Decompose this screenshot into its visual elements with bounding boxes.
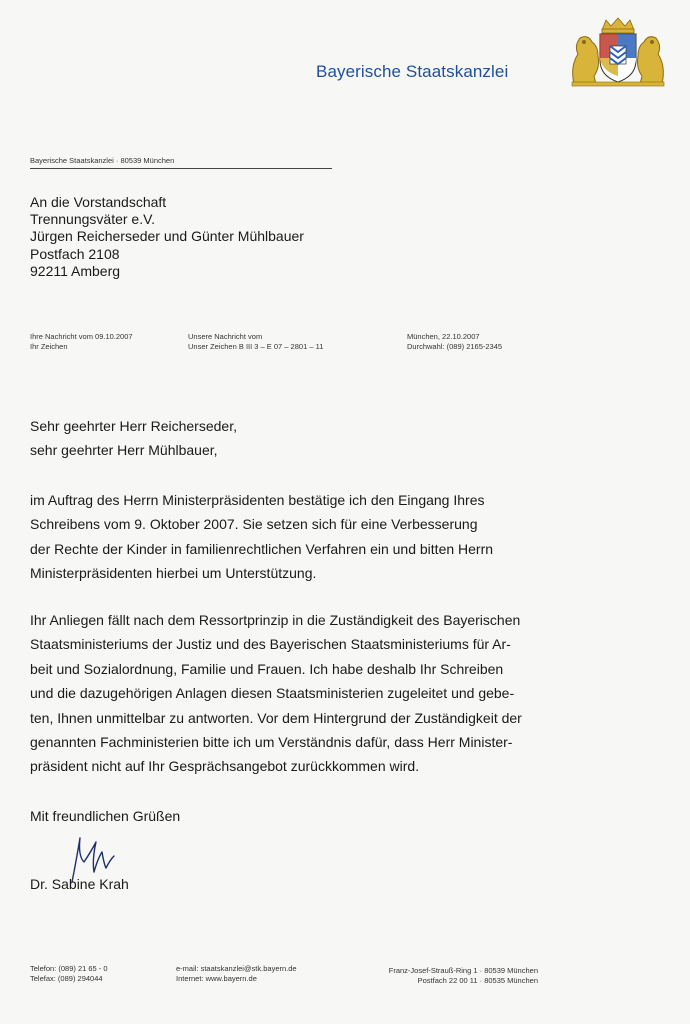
text-line: der Rechte der Kinder in familienrechtlichen Verfahren ein und bitten Herrn: [30, 540, 494, 557]
signer-name: Dr. Sabine Krah: [30, 876, 129, 892]
body-paragraph-1: [30, 488, 493, 586]
text-line: Staatsministeriums der Justiz und des Bayerischen Staatsministeriums für Ar-: [30, 636, 511, 653]
footer-contact-block: [176, 964, 297, 984]
closing-phrase: Mit freundlichen Grüßen: [30, 808, 181, 824]
sender-divider: [30, 168, 332, 169]
footer-address-block: [366, 966, 538, 986]
recipient-line: Trennungsväter e.V.: [30, 211, 156, 228]
footer-postbox-address: Postfach 22 00 11 · 80535 München: [417, 976, 538, 985]
direct-dial: Durchwahl: (089) 2165-2345: [407, 342, 503, 351]
bavarian-coat-of-arms-icon: [564, 16, 672, 88]
your-message-date: Ihre Nachricht vom 09.10.2007: [30, 332, 133, 341]
text-line: Ministerpräsidenten hierbei um Unterstützung.: [30, 565, 317, 582]
text-line: präsident nicht auf Ihr Gesprächsangebot zurückkommen wird.: [30, 758, 420, 775]
recipient-line: 92211 Amberg: [30, 262, 121, 279]
recipient-line: Jürgen Reicherseder und Günter Mühlbauer: [30, 228, 304, 245]
text-line: Ihr Anliegen fällt nach dem Ressortprinzip in die Zuständigkeit des Bayerischen: [30, 612, 521, 628]
text-line: beit und Sozialordnung, Familie und Frauen. Ich habe deshalb Ihr Schreiben: [30, 660, 504, 677]
salutation: [30, 414, 237, 462]
salutation-line: Sehr geehrter Herr Reicherseder,: [30, 418, 237, 434]
text-line: im Auftrag des Herrn Ministerpräsidenten bestätige ich den Eingang Ihres: [30, 492, 485, 508]
footer-phone-block: [30, 964, 108, 984]
reference-your-message: [30, 332, 133, 352]
text-line: genannten Fachministerien bitte ich um Verständnis dafür, dass Herr Minister-: [30, 734, 513, 751]
text-line: und die dazugehörigen Anlagen diesen Staatsministerien zugeleitet und gebe-: [30, 685, 515, 702]
text-line: Schreibens vom 9. Oktober 2007. Sie setzen sich für eine Verbesserung: [30, 516, 478, 533]
footer-fax: Telefax: (089) 294044: [30, 974, 103, 983]
your-sign: Ihr Zeichen: [30, 342, 68, 351]
footer-phone: Telefon: (089) 21 65 - 0: [30, 964, 108, 973]
institution-name: Bayerische Staatskanzlei: [316, 62, 509, 81]
reference-our-message: [188, 332, 323, 352]
salutation-line: sehr geehrter Herr Mühlbauer,: [30, 442, 218, 458]
footer-internet: Internet: www.bayern.de: [176, 974, 257, 983]
recipient-address: [30, 194, 304, 280]
recipient-line: An die Vorstandschaft: [30, 194, 167, 210]
footer-email: e-mail: staatskanzlei@stk.bayern.de: [176, 964, 297, 973]
place-date: München, 22.10.2007: [407, 332, 480, 341]
sender-return-address: Bayerische Staatskanzlei · 80539 München: [30, 156, 175, 165]
recipient-line: Postfach 2108: [30, 245, 120, 262]
reference-place-date: [407, 332, 502, 352]
text-line: ten, Ihnen unmittelbar zu antworten. Vor dem Hintergrund der Zuständigkeit der: [30, 709, 522, 726]
footer-street-address: Franz-Josef-Strauß-Ring 1 · 80539 München: [388, 966, 538, 975]
our-message-date: Unsere Nachricht vom: [188, 332, 263, 341]
body-paragraph-2: [30, 608, 522, 779]
our-sign: Unser Zeichen B III 3 – E 07 – 2801 – 11: [188, 342, 324, 351]
